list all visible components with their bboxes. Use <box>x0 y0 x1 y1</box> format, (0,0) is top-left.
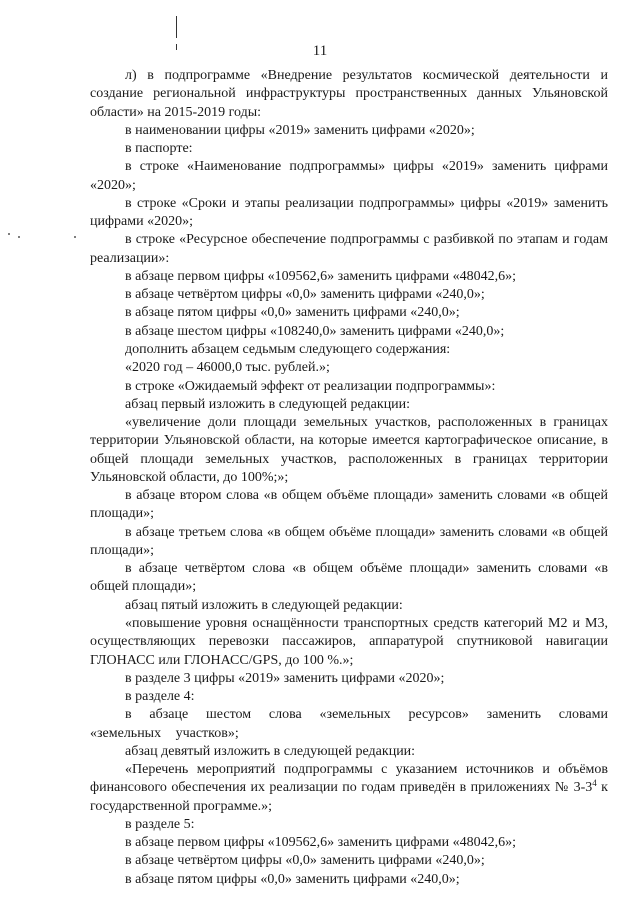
paragraph: в наименовании цифры «2019» заменить цифрами «2020»; <box>125 122 475 138</box>
paragraph: в абзаце четвёртом цифры «0,0» заменить цифрами «240,0»; <box>125 287 485 303</box>
paragraph: в паспорте: <box>125 141 193 157</box>
paragraph: абзац первый изложить в следующей редакции: <box>125 396 411 412</box>
paragraph: в абзаце шестом слова «земельных ресурсов» заменить словами «земельных участков»; <box>90 707 608 741</box>
paragraph: в строке «Ожидаемый эффект от реализации подпрограммы»: <box>125 378 496 394</box>
paragraph: в абзаце четвёртом слова «в общем объёме площади» заменить словами «в общей площади»; <box>90 561 608 595</box>
paragraph: «увеличение доли площади земельных участков, расположенных в границах территории Ульяновской области, на которые имеется картографическое описание, в общей площади земельных участков, расположенных в границах территории Ульяновской области, до 100%;»; <box>90 415 608 485</box>
paragraph: в разделе 3 цифры «2019» заменить цифрами «2020»; <box>125 670 445 686</box>
paragraph: в абзаце первом цифры «109562,6» заменить цифрами «48042,6»; <box>125 835 516 851</box>
scan-speck <box>8 233 10 235</box>
scan-mark <box>176 16 177 38</box>
paragraph: в строке «Ресурсное обеспечение подпрограммы с разбивкой по этапам и годам реализации»: <box>90 232 608 266</box>
paragraph: в строке «Наименование подпрограммы» цифры «2019» заменить цифрами «2020»; <box>90 159 608 193</box>
paragraph: в абзаце шестом цифры «108240,0» заменить цифрами «240,0»; <box>125 323 505 339</box>
paragraph: в абзаце втором слова «в общем объёме площади» заменить словами «в общей площади»; <box>90 488 608 522</box>
paragraph: «повышение уровня оснащённости транспортных средств категорий М2 и М3, осуществляющих перевозки пассажиров, аппаратурой спутниковой навигации ГЛОНАСС или ГЛОНАСС/GPS, до 100 %.»; <box>90 615 608 668</box>
paragraph: абзац девятый изложить в следующей редакции: <box>125 743 416 759</box>
paragraph: дополнить абзацем седьмым следующего содержания: <box>125 341 451 357</box>
paragraph-text: «Перечень мероприятий подпрограммы с указанием источников и объёмов финансового обеспечения их реализации по годам приведён в приложениях № 3-3 <box>90 762 608 796</box>
paragraph: в разделе 4: <box>125 689 195 705</box>
superscript: 4 <box>592 778 597 789</box>
paragraph: в абзаце четвёртом цифры «0,0» заменить цифрами «240,0»; <box>125 853 485 869</box>
paragraph: в абзаце пятом цифры «0,0» заменить цифрами «240,0»; <box>125 871 460 887</box>
scan-speck <box>18 236 20 238</box>
paragraph: в строке «Сроки и этапы реализации подпрограммы» цифры «2019» заменить цифрами «2020»; <box>90 195 608 230</box>
paragraph: в разделе 5: <box>125 816 195 832</box>
paragraph: в абзаце первом цифры «109562,6» заменить цифрами «48042,6»; <box>125 268 516 284</box>
paragraph-text: к государственной программе.»; <box>90 780 608 814</box>
scan-speck <box>74 236 76 238</box>
paragraph: «2020 год – 46000,0 тыс. рублей.»; <box>125 360 330 376</box>
page-number: 11 <box>312 43 328 59</box>
paragraph: в абзаце пятом цифры «0,0» заменить цифрами «240,0»; <box>125 305 460 321</box>
paragraph: л) в подпрограмме «Внедрение результатов космической деятельности и создание региональной инфраструктуры пространственных данных Ульяновской области» на 2015-2019 годы: <box>90 68 608 120</box>
paragraph: в абзаце третьем слова «в общем объёме площади» заменить словами «в общей площади»; <box>90 524 608 558</box>
paragraph: абзац пятый изложить в следующей редакции: <box>125 597 403 613</box>
paragraph-with-superscript <box>90 761 608 816</box>
document-body <box>90 67 608 889</box>
